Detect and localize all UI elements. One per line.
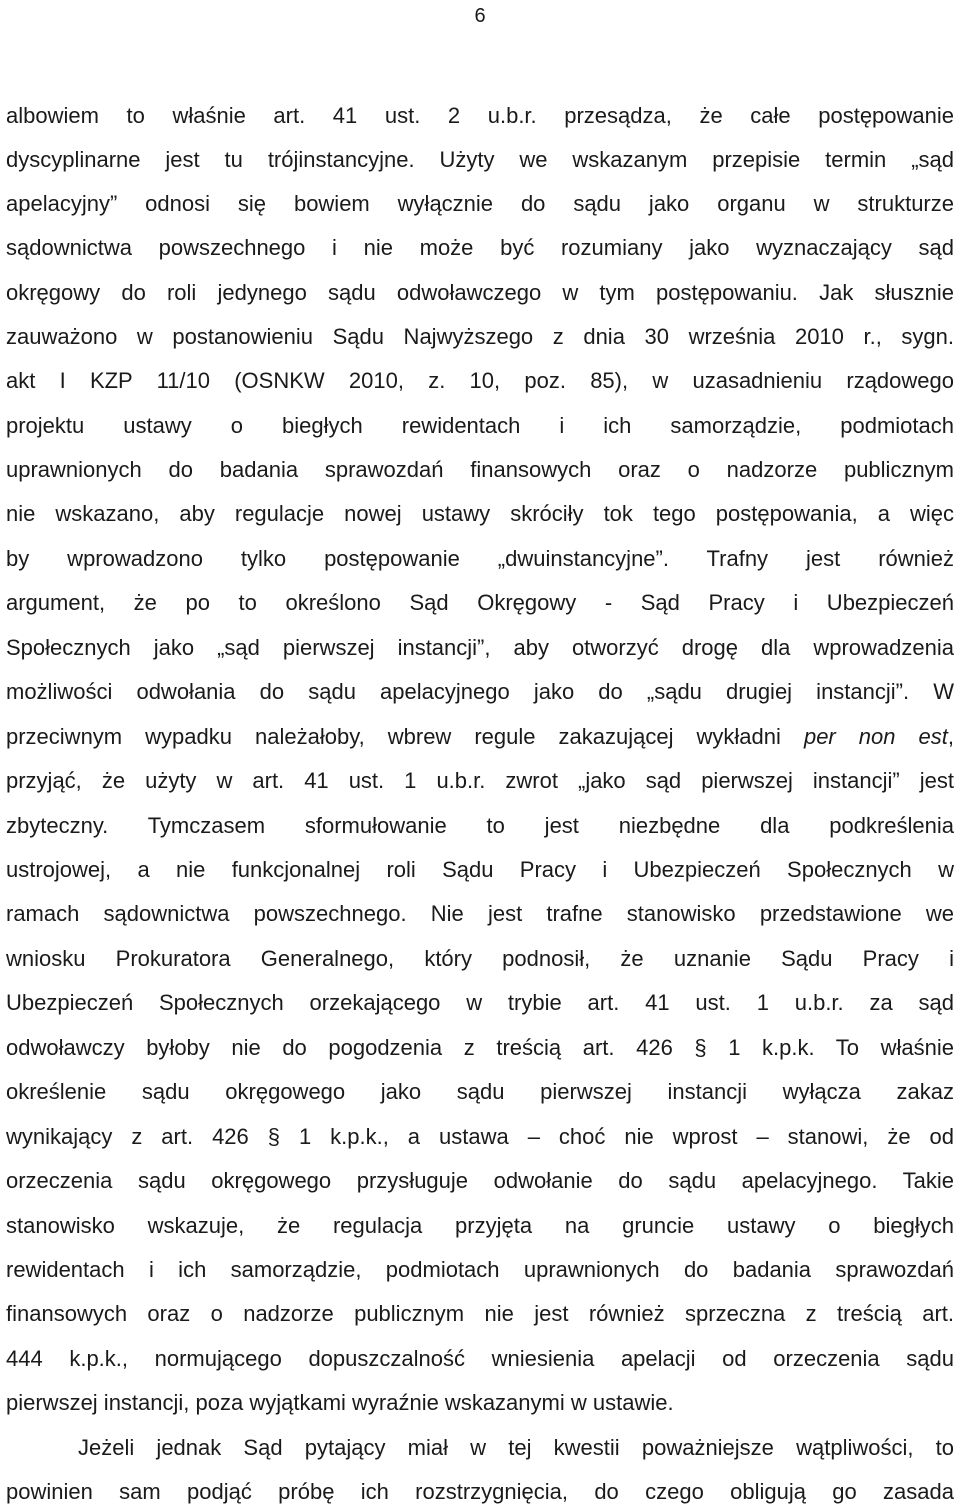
text-line: nie wskazano, aby regulacje nowej ustawy skróciły tok tego postępowania, a więc [6, 501, 954, 526]
text-line: określenie sądu okręgowego jako sądu pierwszej instancji wyłącza zakaz [6, 1079, 954, 1104]
text-line: Ubezpieczeń Społecznych orzekającego w trybie art. 41 ust. 1 u.b.r. za sąd [6, 990, 954, 1015]
text-line: sądownictwa powszechnego i nie może być rozumiany jako wyznaczający sąd [6, 235, 954, 260]
text-line: Jeżeli jednak Sąd pytający miał w tej kwestii poważniejsze wątpliwości, to [78, 1435, 954, 1460]
text-line: projektu ustawy o biegłych rewidentach i ich samorządzie, podmiotach [6, 413, 954, 438]
text-line: rewidentach i ich samorządzie, podmiotach uprawnionych do badania sprawozdań [6, 1257, 954, 1282]
text-line: apelacyjny” odnosi się bowiem wyłącznie do sądu jako organu w strukturze [6, 191, 954, 216]
text-line: uprawnionych do badania sprawozdań finansowych oraz o nadzorze publicznym [6, 457, 954, 482]
text-line: pierwszej instancji, poza wyjątkami wyraźnie wskazanymi w ustawie. [6, 1390, 674, 1415]
text-line: orzeczenia sądu okręgowego przysługuje odwołanie do sądu apelacyjnego. Takie [6, 1168, 954, 1193]
text-line: przeciwnym wypadku należałoby, wbrew regule zakazującej wykładni per non est, [6, 724, 954, 749]
text-line: możliwości odwołania do sądu apelacyjnego jako do „sądu drugiej instancji”. W [6, 679, 954, 704]
text-line: okręgowy do roli jedynego sądu odwoławczego w tym postępowaniu. Jak słusznie [6, 280, 954, 305]
text-line: odwoławczy byłoby nie do pogodzenia z treścią art. 426 § 1 k.p.k. To właśnie [6, 1035, 954, 1060]
text-line: dyscyplinarne jest tu trójinstancyjne. Użyty we wskazanym przepisie termin „sąd [6, 147, 954, 172]
text-line: ustrojowej, a nie funkcjonalnej roli Sądu Pracy i Ubezpieczeń Społecznych w [6, 857, 954, 882]
text-line: Społecznych jako „sąd pierwszej instancji”, aby otworzyć drogę dla wprowadzenia [6, 635, 954, 660]
text-line: albowiem to właśnie art. 41 ust. 2 u.b.r. przesądza, że całe postępowanie [6, 103, 954, 128]
text-line: przyjąć, że użyty w art. 41 ust. 1 u.b.r. zwrot „jako sąd pierwszej instancji” jest [6, 768, 954, 793]
text-line: finansowych oraz o nadzorze publicznym nie jest również sprzeczna z treścią art. [6, 1301, 954, 1326]
latin-phrase: per non est [803, 724, 948, 749]
text-line: argument, że po to określono Sąd Okręgowy - Sąd Pracy i Ubezpieczeń [6, 590, 954, 615]
text-line: zauważono w postanowieniu Sądu Najwyższego z dnia 30 września 2010 r., sygn. [6, 324, 954, 349]
text-line: by wprowadzono tylko postępowanie „dwuinstancyjne”. Trafny jest również [6, 546, 954, 571]
text-line: akt I KZP 11/10 (OSNKW 2010, z. 10, poz. 85), w uzasadnieniu rządowego [6, 368, 954, 393]
text-line: wynikający z art. 426 § 1 k.p.k., a ustawa – choć nie wprost – stanowi, że od [6, 1124, 954, 1149]
text-line: zbyteczny. Tymczasem sformułowanie to jest niezbędne dla podkreślenia [6, 813, 954, 838]
text-line: wniosku Prokuratora Generalnego, który podnosił, że uznanie Sądu Pracy i [6, 946, 954, 971]
text-line: ramach sądownictwa powszechnego. Nie jest trafne stanowisko przedstawione we [6, 901, 954, 926]
text-line: powinien sam podjąć próbę ich rozstrzygnięcia, do czego obligują go zasada [6, 1479, 954, 1504]
page-number: 6 [474, 5, 486, 27]
text-line: 444 k.p.k., normującego dopuszczalność wniesienia apelacji od orzeczenia sądu [6, 1346, 954, 1371]
text-line: stanowisko wskazuje, że regulacja przyjęta na gruncie ustawy o biegłych [6, 1213, 954, 1238]
